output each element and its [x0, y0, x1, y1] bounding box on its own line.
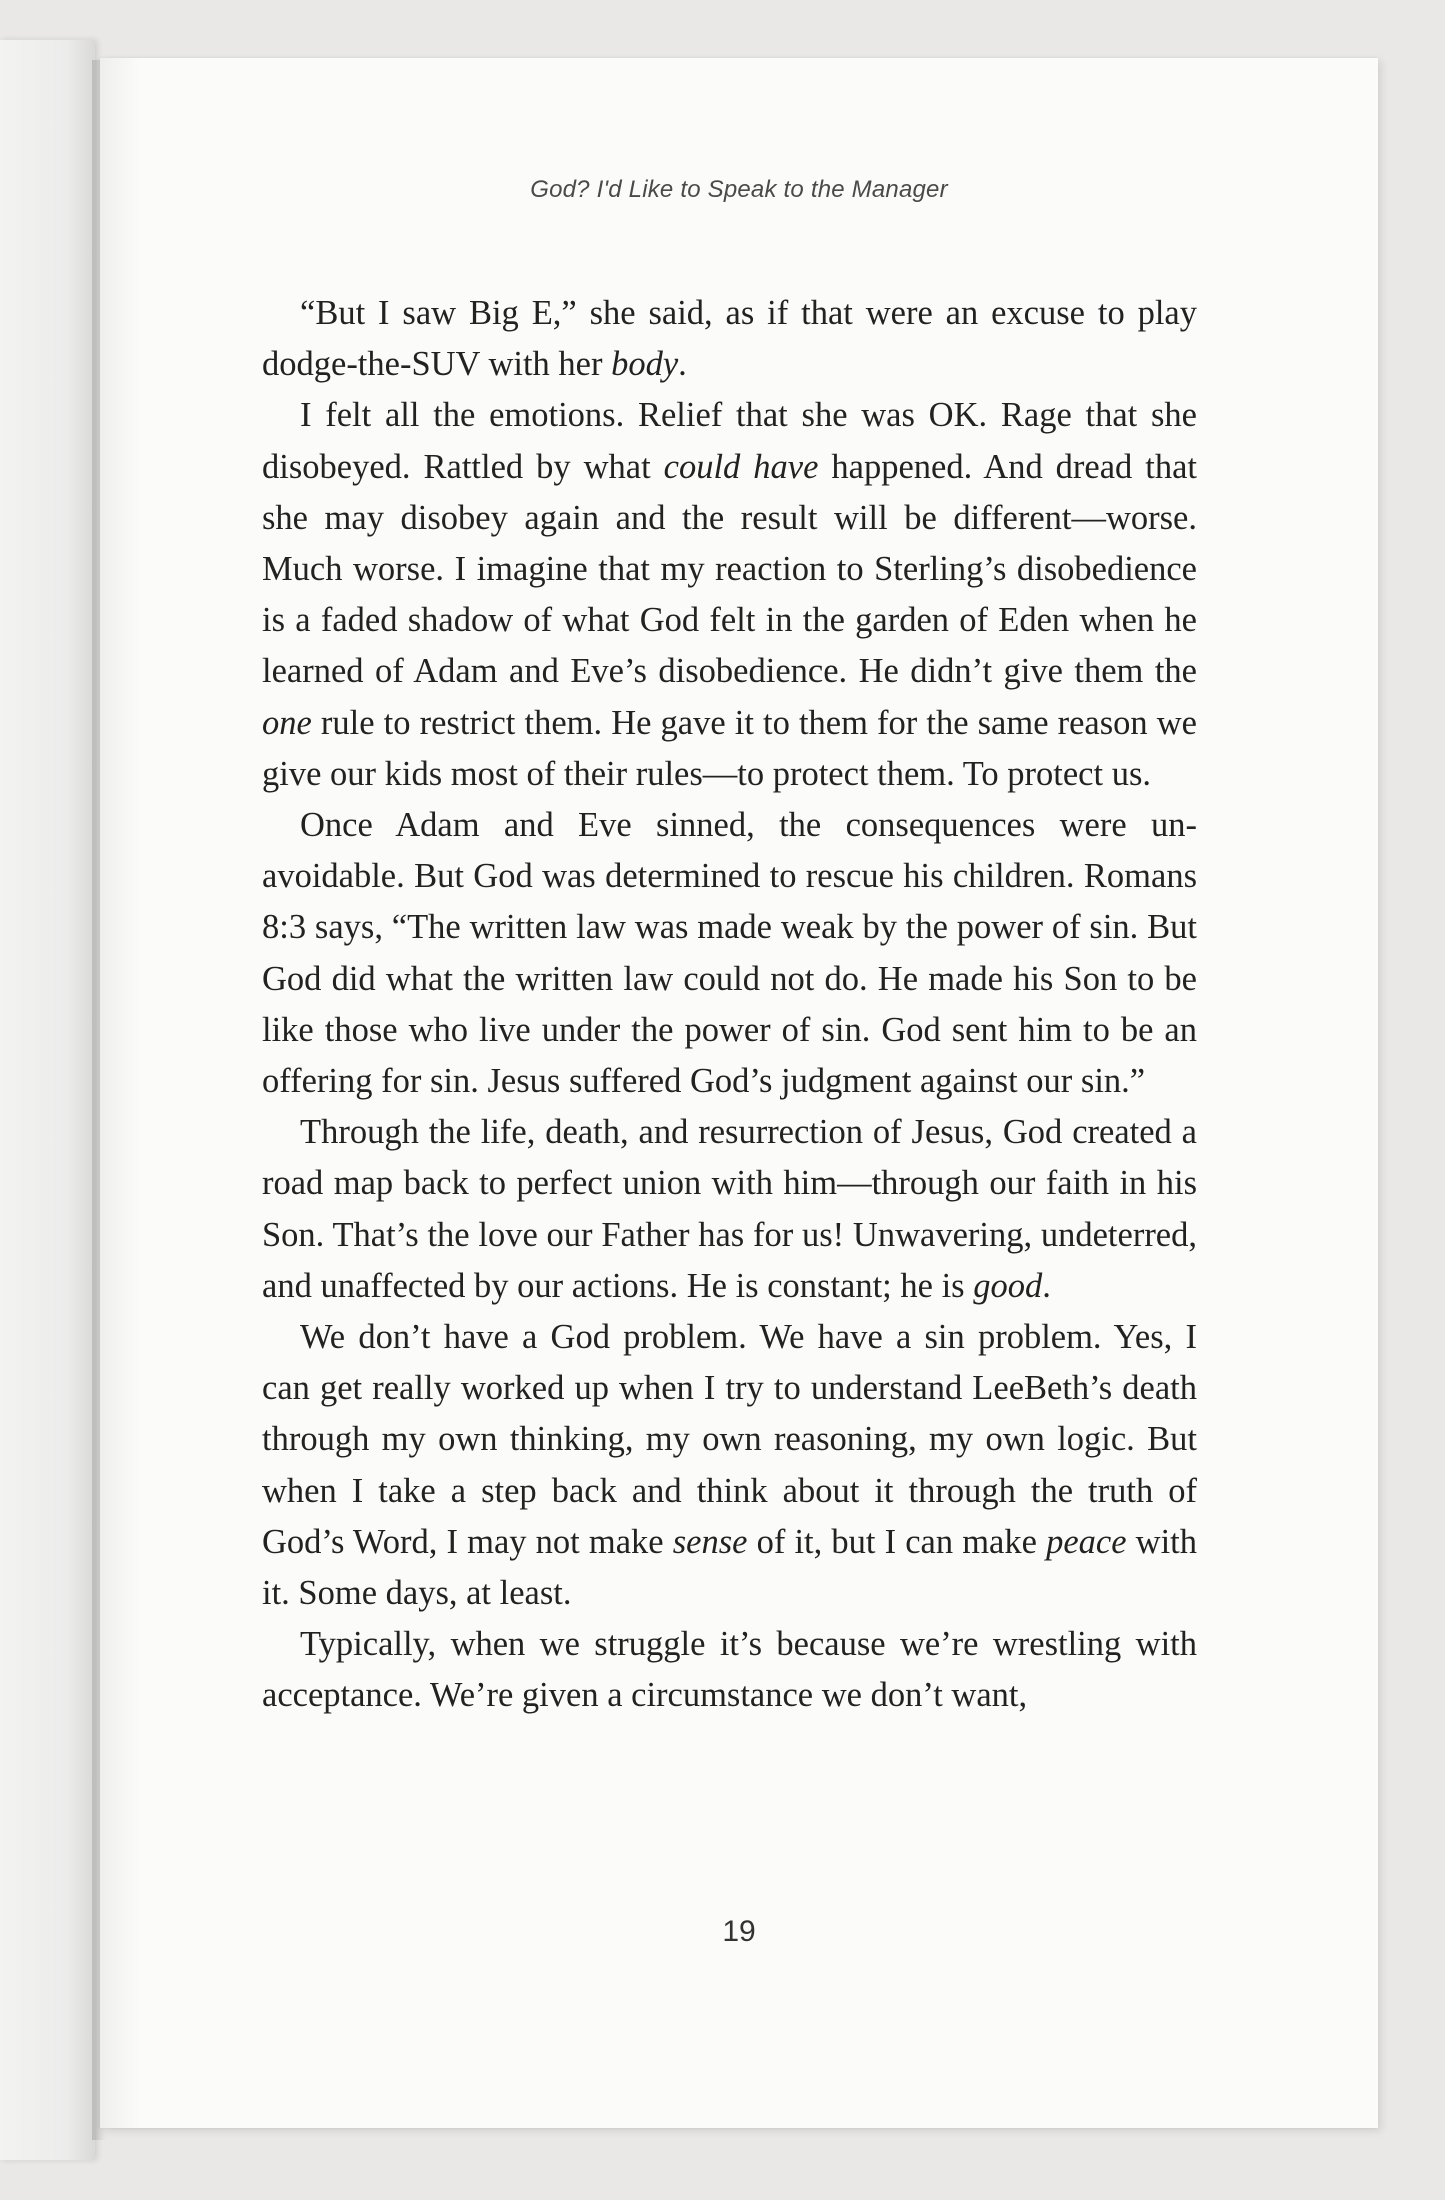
paragraph — [262, 1312, 1197, 1619]
text-run: Once Adam and Eve sinned, the consequences were unavoidable. But God was determined to rescue his children. Romans 8:3 says, “The written law was made weak by the power of sin. But God did what the written law could not do. He made his Son to be like those who live under the power of sin. God sent him to be an offering for sin. Jesus suffered God’s judgment against our sin.” — [262, 806, 1197, 1101]
text-run: rule to restrict them. He gave it to them for the same reason we give our kids most of their rules—to protect them. To protect us. — [262, 703, 1197, 793]
text-run: Typically, when we struggle it’s because we’re wrestling with acceptance. We’re given a circumstance we don’t want, — [262, 1625, 1197, 1715]
text-run: . — [678, 345, 687, 384]
text-run: I felt all the emotions. Relief that she was OK. Rage that she disobeyed. Rattled by what — [262, 396, 1197, 486]
page-gutter-shade — [100, 58, 140, 2128]
running-head: God? I'd Like to Speak to the Manager — [530, 176, 948, 203]
text-run: with it. Some days, at least. — [262, 1522, 1197, 1613]
paragraph — [262, 390, 1197, 800]
paragraph — [262, 1107, 1197, 1312]
body-text — [262, 288, 1197, 1722]
paragraph — [262, 1619, 1197, 1721]
italic-text: sense — [672, 1522, 748, 1561]
book-page — [100, 58, 1378, 2128]
italic-text: peace — [1046, 1522, 1127, 1561]
paragraph — [262, 800, 1197, 1107]
text-run: Through the life, death, and resurrection of Jesus, God created a road map back to perfect union with him—through our faith in his Son. That’s the love our Father has for us! Unwavering, undeterred, and unaffected by our actions. He is constant; he is — [262, 1113, 1197, 1305]
text-run: happened. And dread that she may disobey again and the result will be different—worse. Much worse. I imagine that my reaction to Sterling’s disobedience is a faded shadow of what God felt in the garden of Eden when he learned of Adam and Eve’s disobedience. He didn’t give them the — [262, 447, 1198, 691]
text-run: of it, but I can make — [747, 1522, 1047, 1561]
text-run: We don’t have a God problem. We have a sin problem. Yes, I can get really worked up when I try to understand LeeBeth’s death through my own thinking, my own reasoning, my own logic. But when I take a step back and think about it through the truth of God’s Word, I may not make — [262, 1318, 1197, 1561]
italic-text: could have — [663, 447, 819, 486]
italic-text: body — [611, 345, 679, 384]
page-number: 19 — [722, 1915, 756, 1948]
text-run: “But I saw Big E,” she said, as if that were an excuse to play dodge-the-SUV with her — [262, 294, 1197, 384]
paragraph — [262, 288, 1197, 390]
italic-text: good — [973, 1266, 1043, 1305]
text-run: . — [1042, 1266, 1051, 1305]
previous-page-edge — [0, 40, 95, 2160]
italic-text: one — [262, 703, 312, 742]
